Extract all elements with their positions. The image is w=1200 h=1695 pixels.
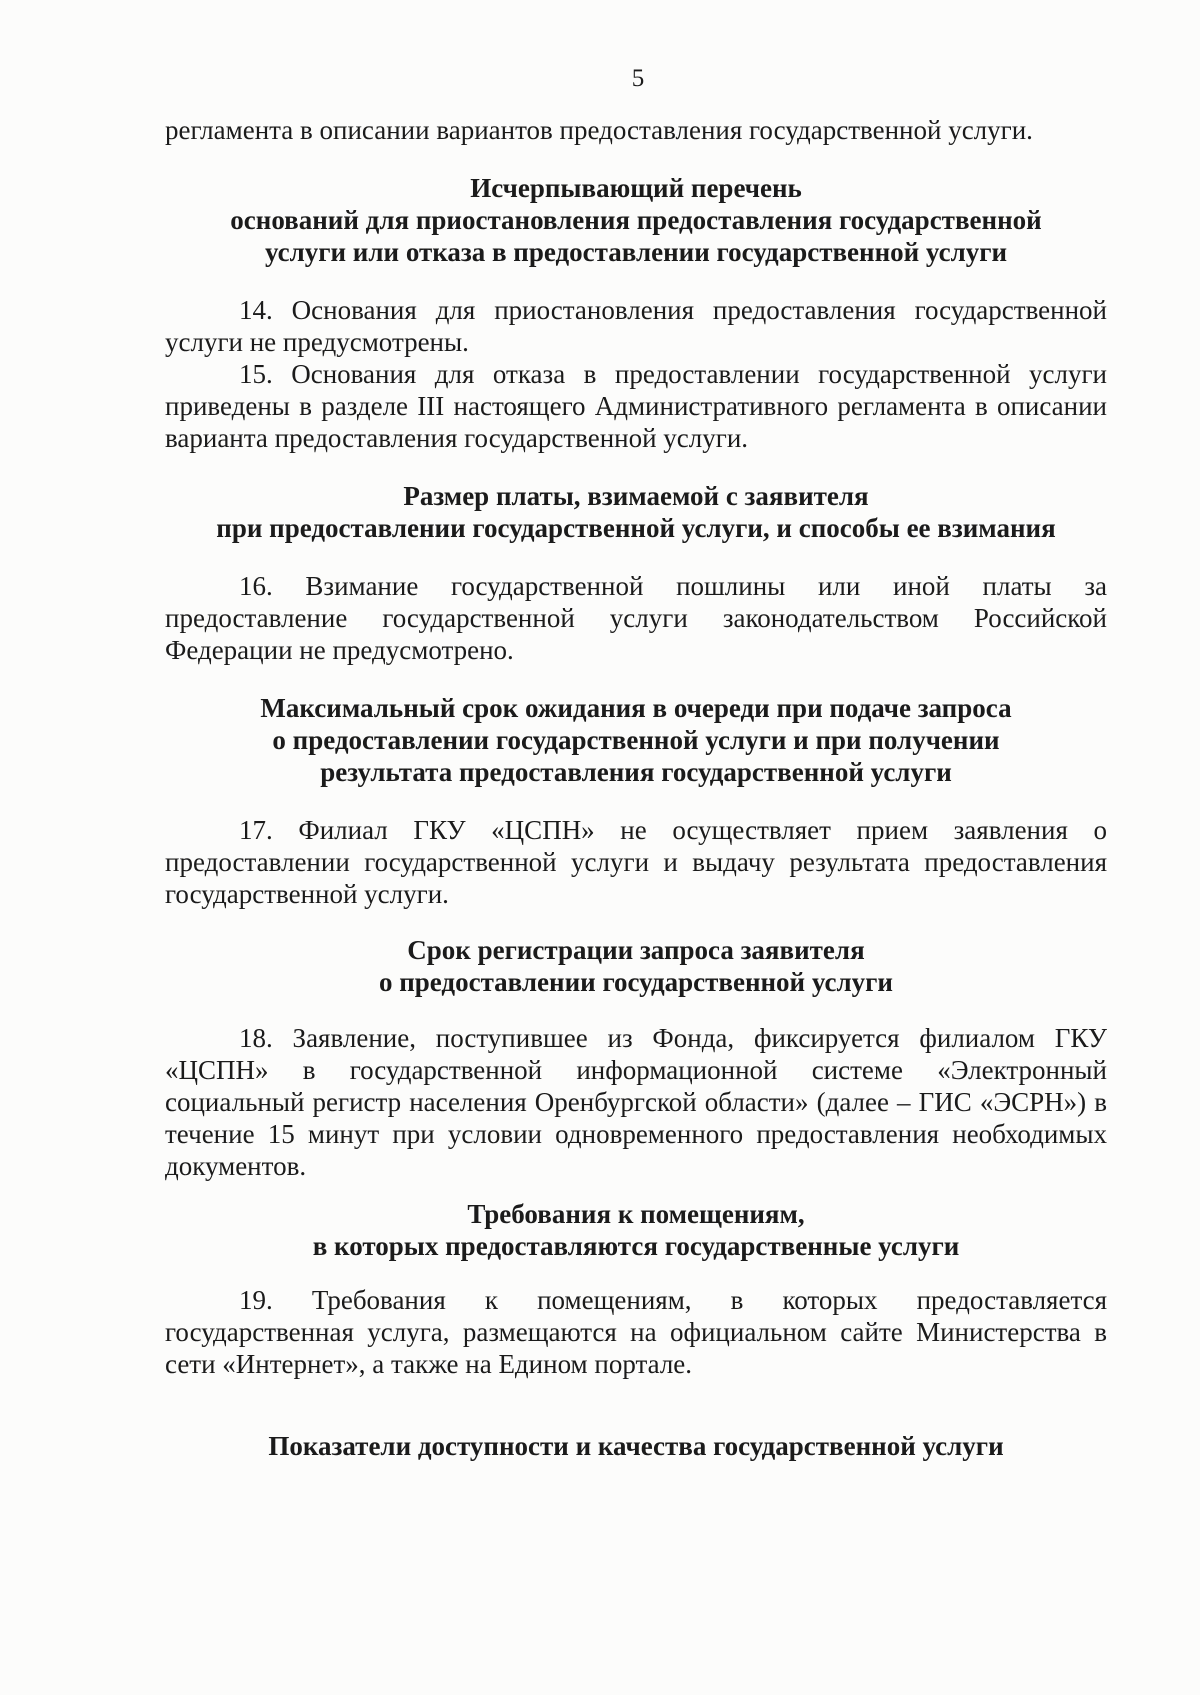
section-heading-accessibility — [165, 1430, 1107, 1462]
heading-line: в которых предоставляются государственные услуги — [312, 1231, 960, 1261]
heading-line: Срок регистрации запроса заявителя — [407, 935, 865, 965]
page-content — [165, 114, 1107, 1462]
heading-line: услуги или отказа в предоставлении государственной услуги — [264, 237, 1008, 267]
heading-line: Показатели доступности и качества государственной услуги — [268, 1431, 1004, 1461]
heading-line: Исчерпывающий перечень — [470, 173, 802, 203]
heading-line: оснований для приостановления предоставления государственной — [230, 205, 1042, 235]
section-heading-suspension-grounds — [165, 172, 1107, 268]
heading-line: Размер платы, взимаемой с заявителя — [403, 481, 869, 511]
paragraph-14: 14. Основания для приостановления предоставления государственной услуги не предусмотрены. — [165, 295, 1107, 357]
heading-line: результата предоставления государственной услуги — [320, 757, 952, 787]
section-heading-queue-time — [165, 692, 1107, 788]
heading-line: о предоставлении государственной услуги и при получении — [272, 725, 1000, 755]
section-heading-premises — [165, 1198, 1107, 1262]
heading-line: при предоставлении государственной услуги, и способы ее взимания — [216, 513, 1056, 543]
paragraph-18: 18. Заявление, поступившее из Фонда, фиксируется филиалом ГКУ «ЦСПН» в государственной информационной системе «Электронный социальный регистр населения Оренбургской области» (далее – ГИС «ЭСРН») в течение 15 минут при условии одновременного предоставления необходимых документов. — [165, 1023, 1107, 1181]
section-heading-registration-time — [165, 934, 1107, 998]
paragraph-16: 16. Взимание государственной пошлины или иной платы за предоставление государственной услуги законодательством Российской Федерации не предусмотрено. — [165, 571, 1107, 665]
paragraph-19: 19. Требования к помещениям, в которых предоставляется государственная услуга, размещаются на официальном сайте Министерства в сети «Интернет», а также на Едином портале. — [165, 1285, 1107, 1379]
paragraph-17: 17. Филиал ГКУ «ЦСПН» не осуществляет прием заявления о предоставлении государственной услуги и выдачу результата предоставления государственной услуги. — [165, 815, 1107, 909]
heading-line: о предоставлении государственной услуги — [378, 967, 893, 997]
paragraph-15: 15. Основания для отказа в предоставлении государственной услуги приведены в разделе III настоящего Административного регламента в описании варианта предоставления государственной услуги. — [165, 359, 1107, 453]
page-number: 5 — [631, 65, 645, 92]
section-heading-fee — [165, 480, 1107, 544]
continuation-line: регламента в описании вариантов предоставления государственной услуги. — [165, 115, 1033, 145]
heading-line: Требования к помещениям, — [467, 1199, 805, 1229]
heading-line: Максимальный срок ожидания в очереди при подаче запроса — [260, 693, 1012, 723]
